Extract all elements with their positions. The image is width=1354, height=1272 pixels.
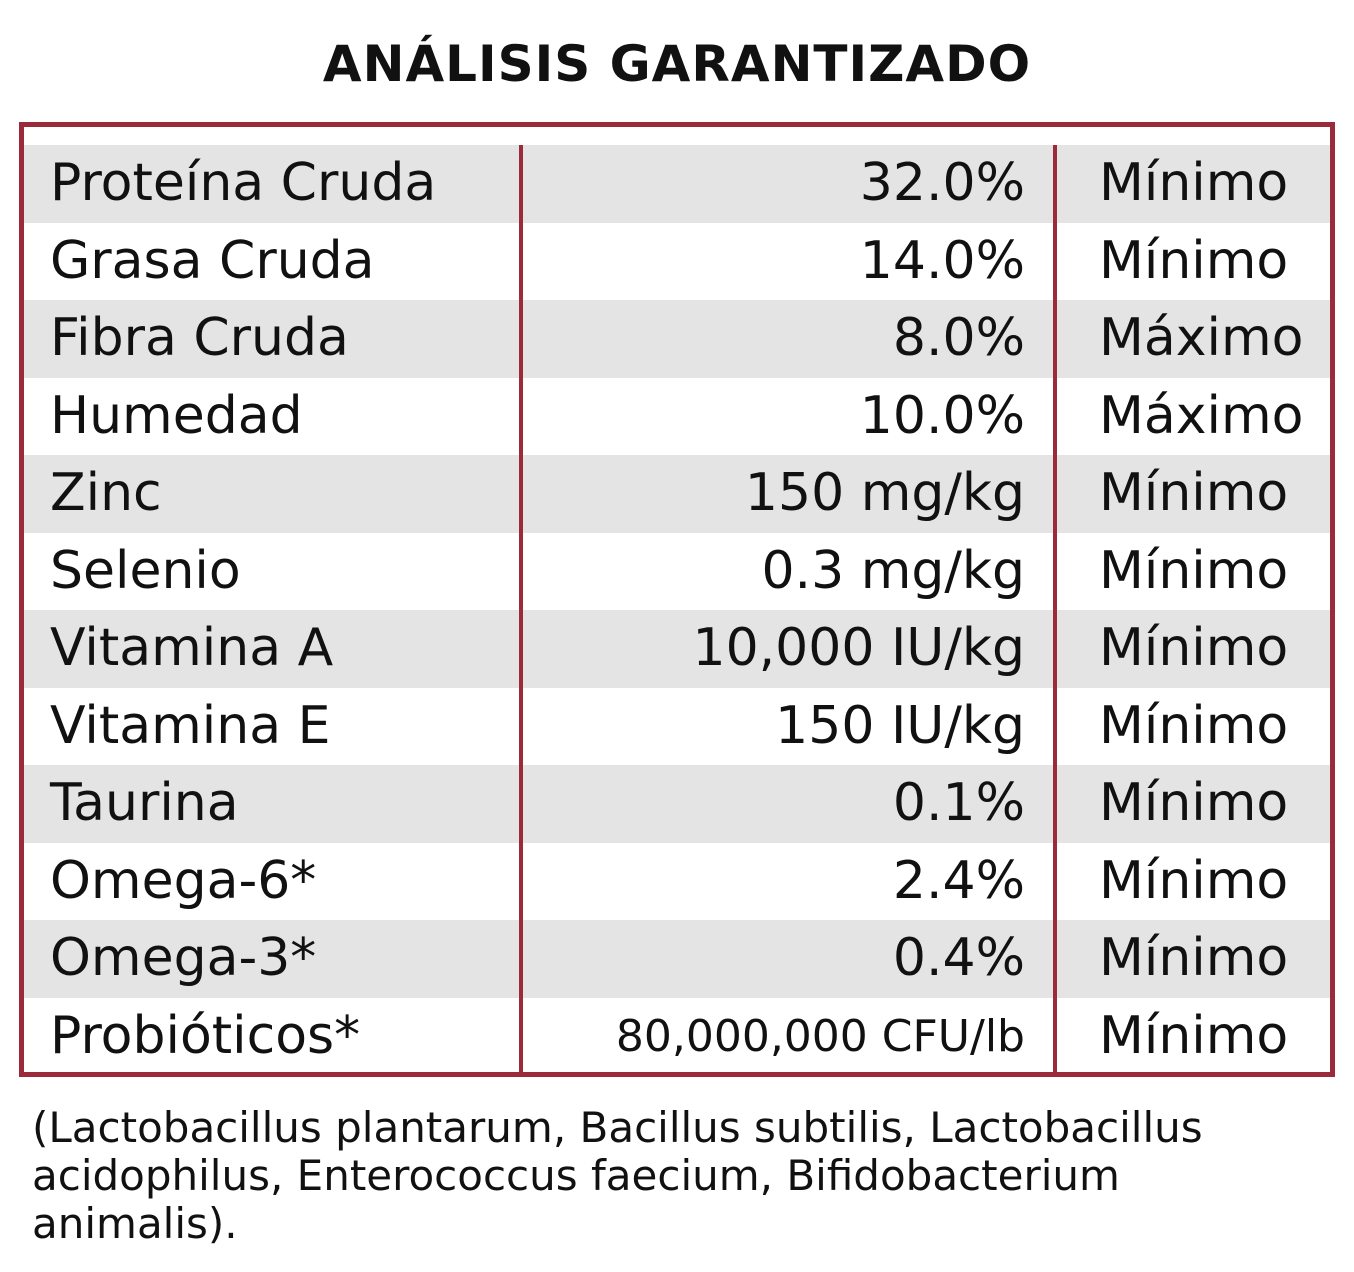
page-title: ANÁLISIS GARANTIZADO bbox=[322, 35, 1032, 93]
nutrient-amount: 0.4% bbox=[521, 920, 1055, 998]
nutrient-limit: Mínimo bbox=[1099, 540, 1289, 601]
nutrient-name: Grasa Cruda bbox=[24, 223, 521, 301]
nutrient-limit: Mínimo bbox=[1055, 610, 1330, 688]
table-row bbox=[24, 145, 1330, 223]
table-row bbox=[24, 533, 1330, 611]
nutrient-amount: 80,000,000 CFU/lb bbox=[521, 998, 1055, 1076]
nutrient-name: Selenio bbox=[24, 533, 521, 611]
table-row bbox=[24, 843, 1330, 921]
nutrient-name: Omega-3* bbox=[24, 920, 521, 998]
nutrient-limit: Mínimo bbox=[1099, 230, 1289, 291]
nutrient-name: Fibra Cruda bbox=[24, 300, 521, 378]
nutrient-name: Omega-6* bbox=[24, 843, 521, 921]
table-row bbox=[24, 998, 1330, 1076]
nutrient-limit: Mínimo bbox=[1055, 455, 1330, 533]
nutrient-name: Vitamina E bbox=[24, 688, 521, 766]
probiotic-strains-footnote: (Lactobacillus plantarum, Bacillus subtilis, Lactobacillus acidophilus, Enterococcus faecium, Bifidobacterium animalis). bbox=[32, 1103, 1203, 1248]
table-row bbox=[24, 300, 1330, 378]
guaranteed-analysis-table bbox=[19, 122, 1335, 1077]
nutrient-name: Humedad bbox=[24, 378, 521, 456]
nutrient-amount: 150 mg/kg bbox=[521, 455, 1055, 533]
table-row bbox=[24, 223, 1330, 301]
nutrient-limit: Mínimo bbox=[1055, 145, 1330, 223]
nutrient-amount: 0.3 mg/kg bbox=[521, 533, 1055, 611]
nutrient-name: Taurina bbox=[24, 765, 521, 843]
table-row bbox=[24, 378, 1330, 456]
nutrient-amount: 10,000 IU/kg bbox=[521, 610, 1055, 688]
nutrient-limit: Máximo bbox=[1099, 385, 1304, 446]
nutrient-limit: Mínimo bbox=[1099, 695, 1289, 756]
nutrient-limit: Mínimo bbox=[1099, 850, 1289, 911]
table-row bbox=[24, 455, 1330, 533]
nutrient-amount: 150 IU/kg bbox=[521, 688, 1055, 766]
table-row bbox=[24, 765, 1330, 843]
nutrient-limit: Máximo bbox=[1055, 300, 1330, 378]
nutrient-amount: 8.0% bbox=[521, 300, 1055, 378]
nutrient-name: Vitamina A bbox=[24, 610, 521, 688]
nutrient-limit: Mínimo bbox=[1055, 765, 1330, 843]
nutrient-amount: 14.0% bbox=[521, 223, 1055, 301]
nutrient-name: Zinc bbox=[24, 455, 521, 533]
nutrient-limit: Mínimo bbox=[1099, 1005, 1289, 1066]
nutrient-amount: 0.1% bbox=[521, 765, 1055, 843]
nutrient-name: Probióticos* bbox=[24, 998, 521, 1076]
analysis-table-grid bbox=[24, 145, 1330, 1075]
table-row bbox=[24, 610, 1330, 688]
table-row bbox=[24, 688, 1330, 766]
nutrient-amount: 32.0% bbox=[521, 145, 1055, 223]
nutrient-limit: Mínimo bbox=[1055, 920, 1330, 998]
nutrient-amount: 2.4% bbox=[521, 843, 1055, 921]
nutrient-name: Proteína Cruda bbox=[24, 145, 521, 223]
table-row bbox=[24, 920, 1330, 998]
nutrient-amount: 10.0% bbox=[521, 378, 1055, 456]
